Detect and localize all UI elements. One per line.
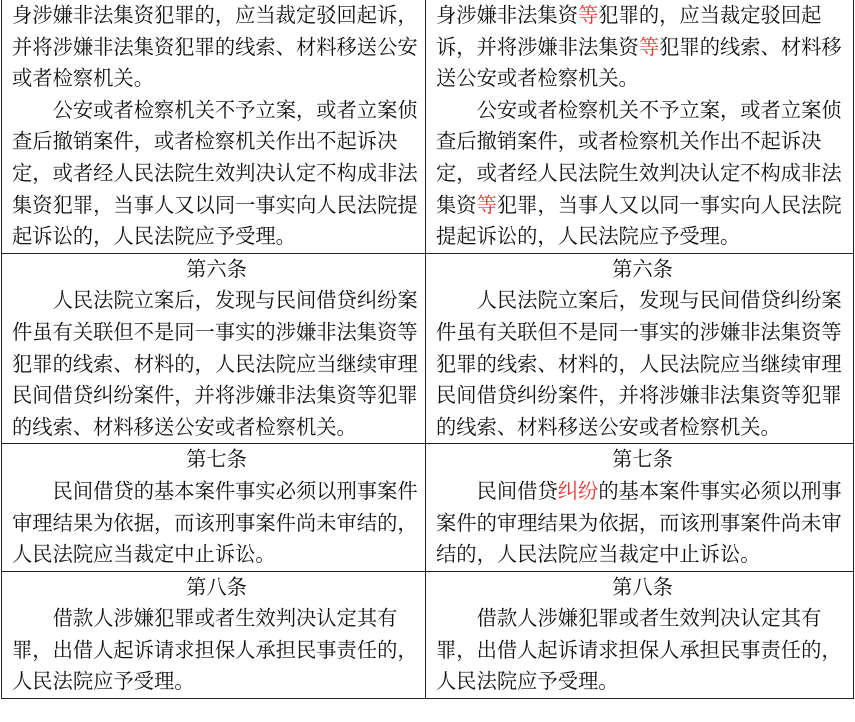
revised-text: 纠纷 [557,478,599,503]
article-paragraph [12,0,421,95]
text-segment: 的基本案件事实必须以刑事案件的审理结果为依据，而该刑事案件尚未审结的，人民法院应当裁定中止诉讼。 [436,478,842,567]
comparison-table [1,0,854,699]
new-version-cell [426,253,854,444]
article-paragraph [436,285,849,443]
old-version-cell [2,444,426,571]
text-segment: 借款人涉嫌犯罪或者生效判决认定其有罪，出借人起诉请求担保人承担民事责任的，人民法院应予受理。 [436,606,842,694]
article-title [436,572,849,604]
old-version-cell [2,0,426,253]
article-6-row [2,253,854,444]
article-title [436,254,849,286]
article-title [12,254,421,286]
revised-text: 等 [577,3,599,27]
article-5-continued-row [2,0,854,253]
old-version-cell [2,253,426,444]
text-segment: 人民法院立案后，发现与民间借贷纠纷案件虽有关联但不是同一事实的涉嫌非法集资等犯罪的线索、材料的，人民法院应当继续审理民间借贷纠纷案件，并将涉嫌非法集资等犯罪的线索、材料移送公安或者检察机关。 [12,288,418,439]
article-8-row [2,571,854,698]
article-paragraph [436,476,849,571]
text-segment: 第六条 [612,256,673,281]
text-segment: 身涉嫌非法集资 [436,3,578,27]
text-segment: 公安或者检察机关不予立案，或者立案侦查后撤销案件，或者检察机关作出不起诉决定，或者经人民法院生效判决认定不构成非法集资犯罪，当事人又以同一事实向人民法院提起诉讼的，人民法院应予受理。 [12,97,418,249]
old-version-cell [2,571,426,698]
new-version-cell [426,0,854,253]
article-paragraph [436,0,849,95]
article-title [12,444,421,476]
article-title [12,572,421,604]
article-paragraph [12,285,421,443]
article-paragraph [12,603,421,698]
revised-text: 等 [638,34,660,59]
text-segment: 民间借贷的基本案件事实必须以刑事案件审理结果为依据，而该刑事案件尚未审结的，人民法院应当裁定中止诉讼。 [12,478,418,567]
text-segment: 公安或者检察机关不予立案，或者立案侦查后撤销案件，或者检察机关作出不起诉决定，或者经人民法院生效判决认定不构成非法集资 [436,97,842,217]
text-segment: 身涉嫌非法集资犯罪的，应当裁定驳回起诉，并将涉嫌非法集资犯罪的线索、材料移送公安或者检察机关。 [12,3,418,91]
text-segment: 第八条 [612,574,673,599]
new-version-cell [426,571,854,698]
text-segment: 借款人涉嫌犯罪或者生效判决认定其有罪，出借人起诉请求担保人承担民事责任的，人民法院应予受理。 [12,606,418,694]
text-segment: 第七条 [612,447,673,472]
article-paragraph [12,476,421,571]
article-paragraph [436,603,849,698]
text-segment: 第六条 [186,256,247,281]
article-paragraph [12,95,421,253]
revised-text: 等 [476,192,497,217]
text-segment: 犯罪的线索、材料移送公安或者检察机关。 [436,34,842,91]
article-7-row [2,444,854,571]
text-segment: 第八条 [186,574,247,599]
text-segment: 民间借贷 [476,478,558,503]
article-title [436,444,849,476]
text-segment: 人民法院立案后，发现与民间借贷纠纷案件虽有关联但不是同一事实的涉嫌非法集资等犯罪的线索、材料的，人民法院应当继续审理民间借贷纠纷案件，并将涉嫌非法集资等犯罪的线索、材料移送公安或者检察机关。 [436,288,842,439]
article-paragraph [436,95,849,253]
text-segment: 犯罪的，应当裁定驳回起诉，并将涉嫌非法集资 [436,3,822,59]
comparison-table-body [2,0,854,699]
new-version-cell [426,444,854,571]
text-segment: 第七条 [186,447,247,472]
text-segment: 犯罪，当事人又以同一事实向人民法院提起诉讼的，人民法院应予受理。 [436,192,842,249]
